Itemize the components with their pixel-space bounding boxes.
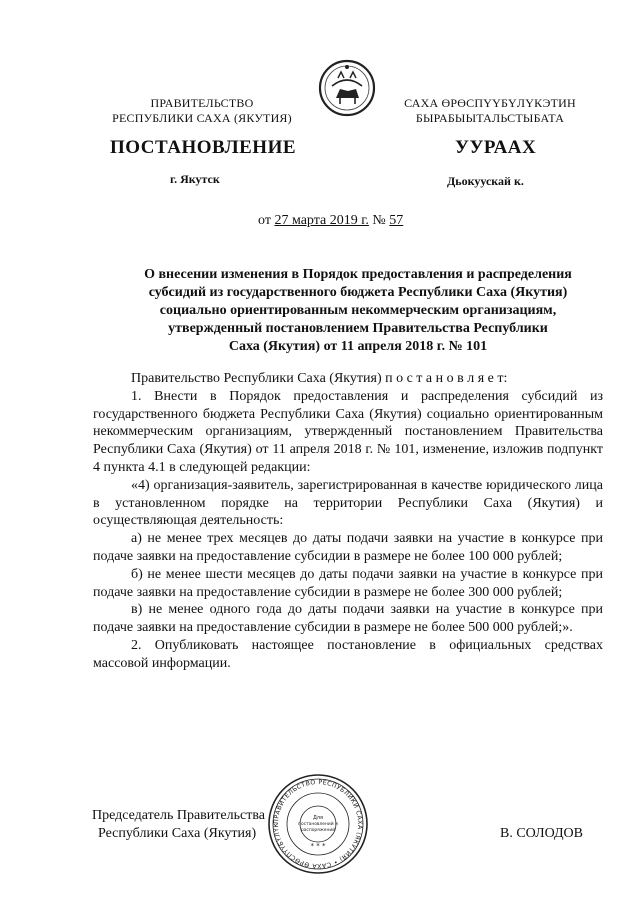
header-left-line2: РЕСПУБЛИКИ САХА (ЯКУТИЯ) [112, 111, 292, 125]
subject-line: утвержденный постановлением Правительства Республики [168, 321, 548, 336]
doc-date-line [258, 213, 403, 229]
seal-center-line1: Для [312, 815, 324, 821]
signature-line2: Республики Саха (Якутия) [98, 826, 257, 841]
header-left-block [102, 96, 302, 126]
signature-line1: Председатель Правительства [92, 808, 265, 823]
title-right: УУРААХ [455, 137, 537, 158]
title-left: ПОСТАНОВЛЕНИЕ [110, 137, 297, 158]
seal-center-line3: распоряжений [300, 828, 336, 833]
header-right-line1: САХА ӨРӨСПҮҮБҮЛҮКЭТИН [404, 96, 576, 110]
body-paragraph-3: 2. Опубликовать настоящее постановление в официальных средствах массовой информации. [93, 637, 603, 671]
seal-stars: * * * [310, 842, 326, 850]
seal-icon [267, 773, 369, 875]
header-right-line2: БЫРАБЫЫТАЛЬСТЫБАТА [415, 111, 565, 125]
seal-ring-text: ПРАВИТЕЛЬСТВО РЕСПУБЛИКИ САХА (ЯКУТИЯ) • САХА ӨРӨСПҮҮБҮЛҮК [272, 778, 364, 870]
doc-date: 27 марта 2019 г. [274, 213, 369, 228]
subject-line: Саха (Якутия) от 11 апреля 2018 г. № 101 [228, 339, 488, 354]
doc-from: от [258, 213, 271, 228]
doc-body [93, 370, 603, 673]
body-paragraph-2: «4) организация-заявитель, зарегистрированная в качестве юридического лица в установленном порядке на территории Республики Саха (Якутия) и осуществляющая деятельность: [93, 477, 603, 529]
signature-name: В. СОЛОДОВ [500, 826, 583, 841]
emblem-icon [318, 58, 376, 118]
body-subitem-a: а) не менее трех месяцев до даты подачи заявки на участие в конкурсе при подаче заявки на предоставление субсидии в размере не более 100 000 рублей; [93, 531, 603, 564]
doc-number: 57 [389, 213, 404, 228]
seal-center-line2: постановлений и [298, 822, 338, 827]
body-subitem-c: в) не менее одного года до даты подачи заявки на участие в конкурсе при подаче заявки на предоставление субсидии в размере не более 500 000 рублей;». [93, 602, 603, 636]
body-intro: Правительство Республики Саха (Якутия) п о с т а н о в л я е т: [131, 371, 508, 386]
official-seal [267, 773, 369, 875]
body-subitem-b: б) не менее шести месяцев до даты подачи заявки на участие в конкурсе при подаче заявки на предоставление субсидии в размере не более 300 000 рублей; [93, 566, 603, 600]
doc-number-sign: № [372, 213, 386, 228]
header-left-line1: ПРАВИТЕЛЬСТВО [150, 96, 254, 110]
subject-line: субсидий из государственного бюджета Республики Саха (Якутия) [148, 285, 568, 300]
emblem [318, 58, 376, 118]
subject-line: социально ориентированным некоммерческим организациям, [159, 303, 557, 318]
subject-line: О внесении изменения в Порядок предоставления и распределения [144, 267, 572, 282]
city-right: Дьокуускай к. [447, 174, 524, 188]
doc-subject [108, 266, 608, 356]
city-left: г. Якутск [170, 172, 220, 186]
body-paragraph-1: 1. Внести в Порядок предоставления и распределения субсидий из государственного бюджета Республики Саха (Якутия) социально ориентированным некоммерческим организациям, утвержденный постановлением Правительства Республики Саха (Якутия) от 11 апреля 2018 г. № 101, изменение, изложив подпункт 4 пункта 4.1 в следующей редакции: [93, 388, 603, 475]
header-right-block [390, 96, 590, 126]
signature-position [92, 807, 265, 843]
